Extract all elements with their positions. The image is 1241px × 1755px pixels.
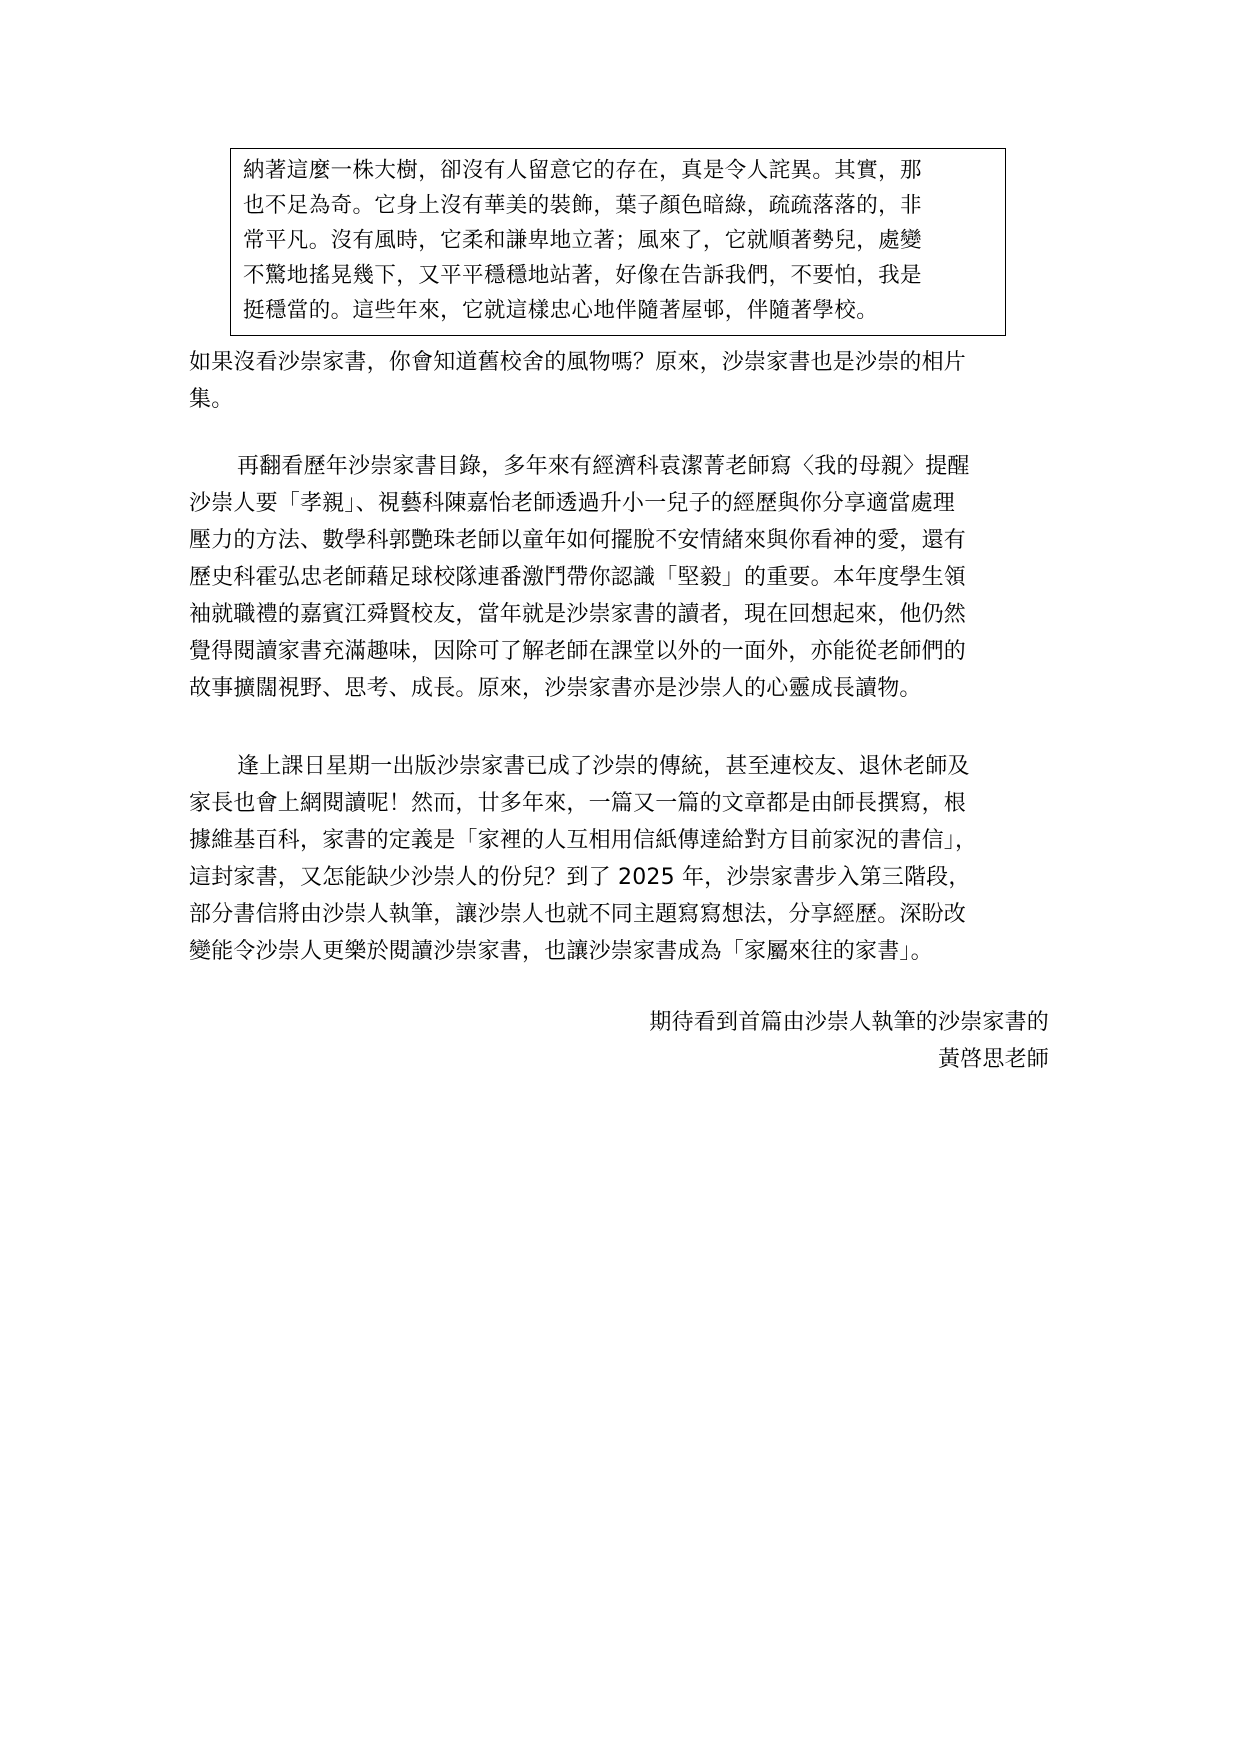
quote-line: 納著這麼一株大樹，卻沒有人留意它的存在，真是令人詫異。其實，那 (243, 158, 922, 183)
paragraph-three (189, 748, 1049, 970)
paragraph-line: 部分書信將由沙崇人執筆，讓沙崇人也就不同主題寫寫想法，分享經歷。深盼改 (189, 902, 967, 927)
quote-line: 挺穩當的。這些年來，它就這樣忠心地伴隨著屋邨，伴隨著學校。 (243, 298, 879, 323)
paragraph-line: 壓力的方法、數學科郭艷珠老師以童年如何擺脫不安情緒來與你看神的愛，還有 (189, 528, 967, 553)
signature-block (649, 1004, 1049, 1078)
paragraph-line: 據維基百科，家書的定義是「家裡的人互相用信紙傳達給對方目前家況的書信」， (189, 828, 978, 853)
signature-line: 期待看到首篇由沙崇人執筆的沙崇家書的 (649, 1010, 1049, 1035)
signature-name: 黃啓思老師 (937, 1047, 1049, 1072)
quote-line: 也不足為奇。它身上沒有華美的裝飾，葉子顏色暗綠，疏疏落落的，非 (243, 193, 922, 218)
paragraph-line: 這封家書，又怎能缺少沙崇人的份兒？到了 2025 年，沙崇家書步入第三階段， (189, 865, 971, 890)
paragraph-line: 袖就職禮的嘉賓江舜賢校友，當年就是沙崇家書的讀者，現在回想起來，他仍然 (189, 602, 967, 627)
paragraph-line: 覺得閱讀家書充滿趣味，因除可了解老師在課堂以外的一面外，亦能從老師們的 (189, 639, 967, 664)
paragraph-line: 逢上課日星期一出版沙崇家書已成了沙崇的傳統，甚至連校友、退休老師及 (237, 754, 970, 779)
paragraph-line: 變能令沙崇人更樂於閱讀沙崇家書，也讓沙崇家書成為「家屬來往的家書」。 (189, 939, 933, 964)
paragraph-line: 故事擴闊視野、思考、成長。原來，沙崇家書亦是沙崇人的心靈成長讀物。 (189, 676, 922, 701)
paragraph-line: 集。 (189, 387, 234, 412)
intro-paragraph (189, 344, 1049, 418)
paragraph-line: 如果沒看沙崇家書，你會知道舊校舍的風物嗎？原來，沙崇家書也是沙崇的相片 (189, 350, 967, 375)
quoted-excerpt-box (230, 148, 1006, 336)
paragraph-line: 家長也會上網閱讀呢！然而，廿多年來，一篇又一篇的文章都是由師長撰寫，根 (189, 791, 967, 816)
paragraph-line: 再翻看歷年沙崇家書目錄，多年來有經濟科袁潔菁老師寫〈我的母親〉提醒 (237, 454, 970, 479)
paragraph-line: 沙崇人要「孝親」、視藝科陳嘉怡老師透過升小一兒子的經歷與你分享適當處理 (189, 491, 956, 516)
quote-line: 不驚地搖晃幾下，又平平穩穩地站著，好像在告訴我們，不要怕，我是 (243, 263, 922, 288)
paragraph-two (189, 448, 1049, 707)
paragraph-line: 歷史科霍弘忠老師藉足球校隊連番激鬥帶你認識「堅毅」的重要。本年度學生領 (189, 565, 967, 590)
quote-line: 常平凡。沒有風時，它柔和謙卑地立著；風來了，它就順著勢兒，處變 (243, 228, 922, 253)
